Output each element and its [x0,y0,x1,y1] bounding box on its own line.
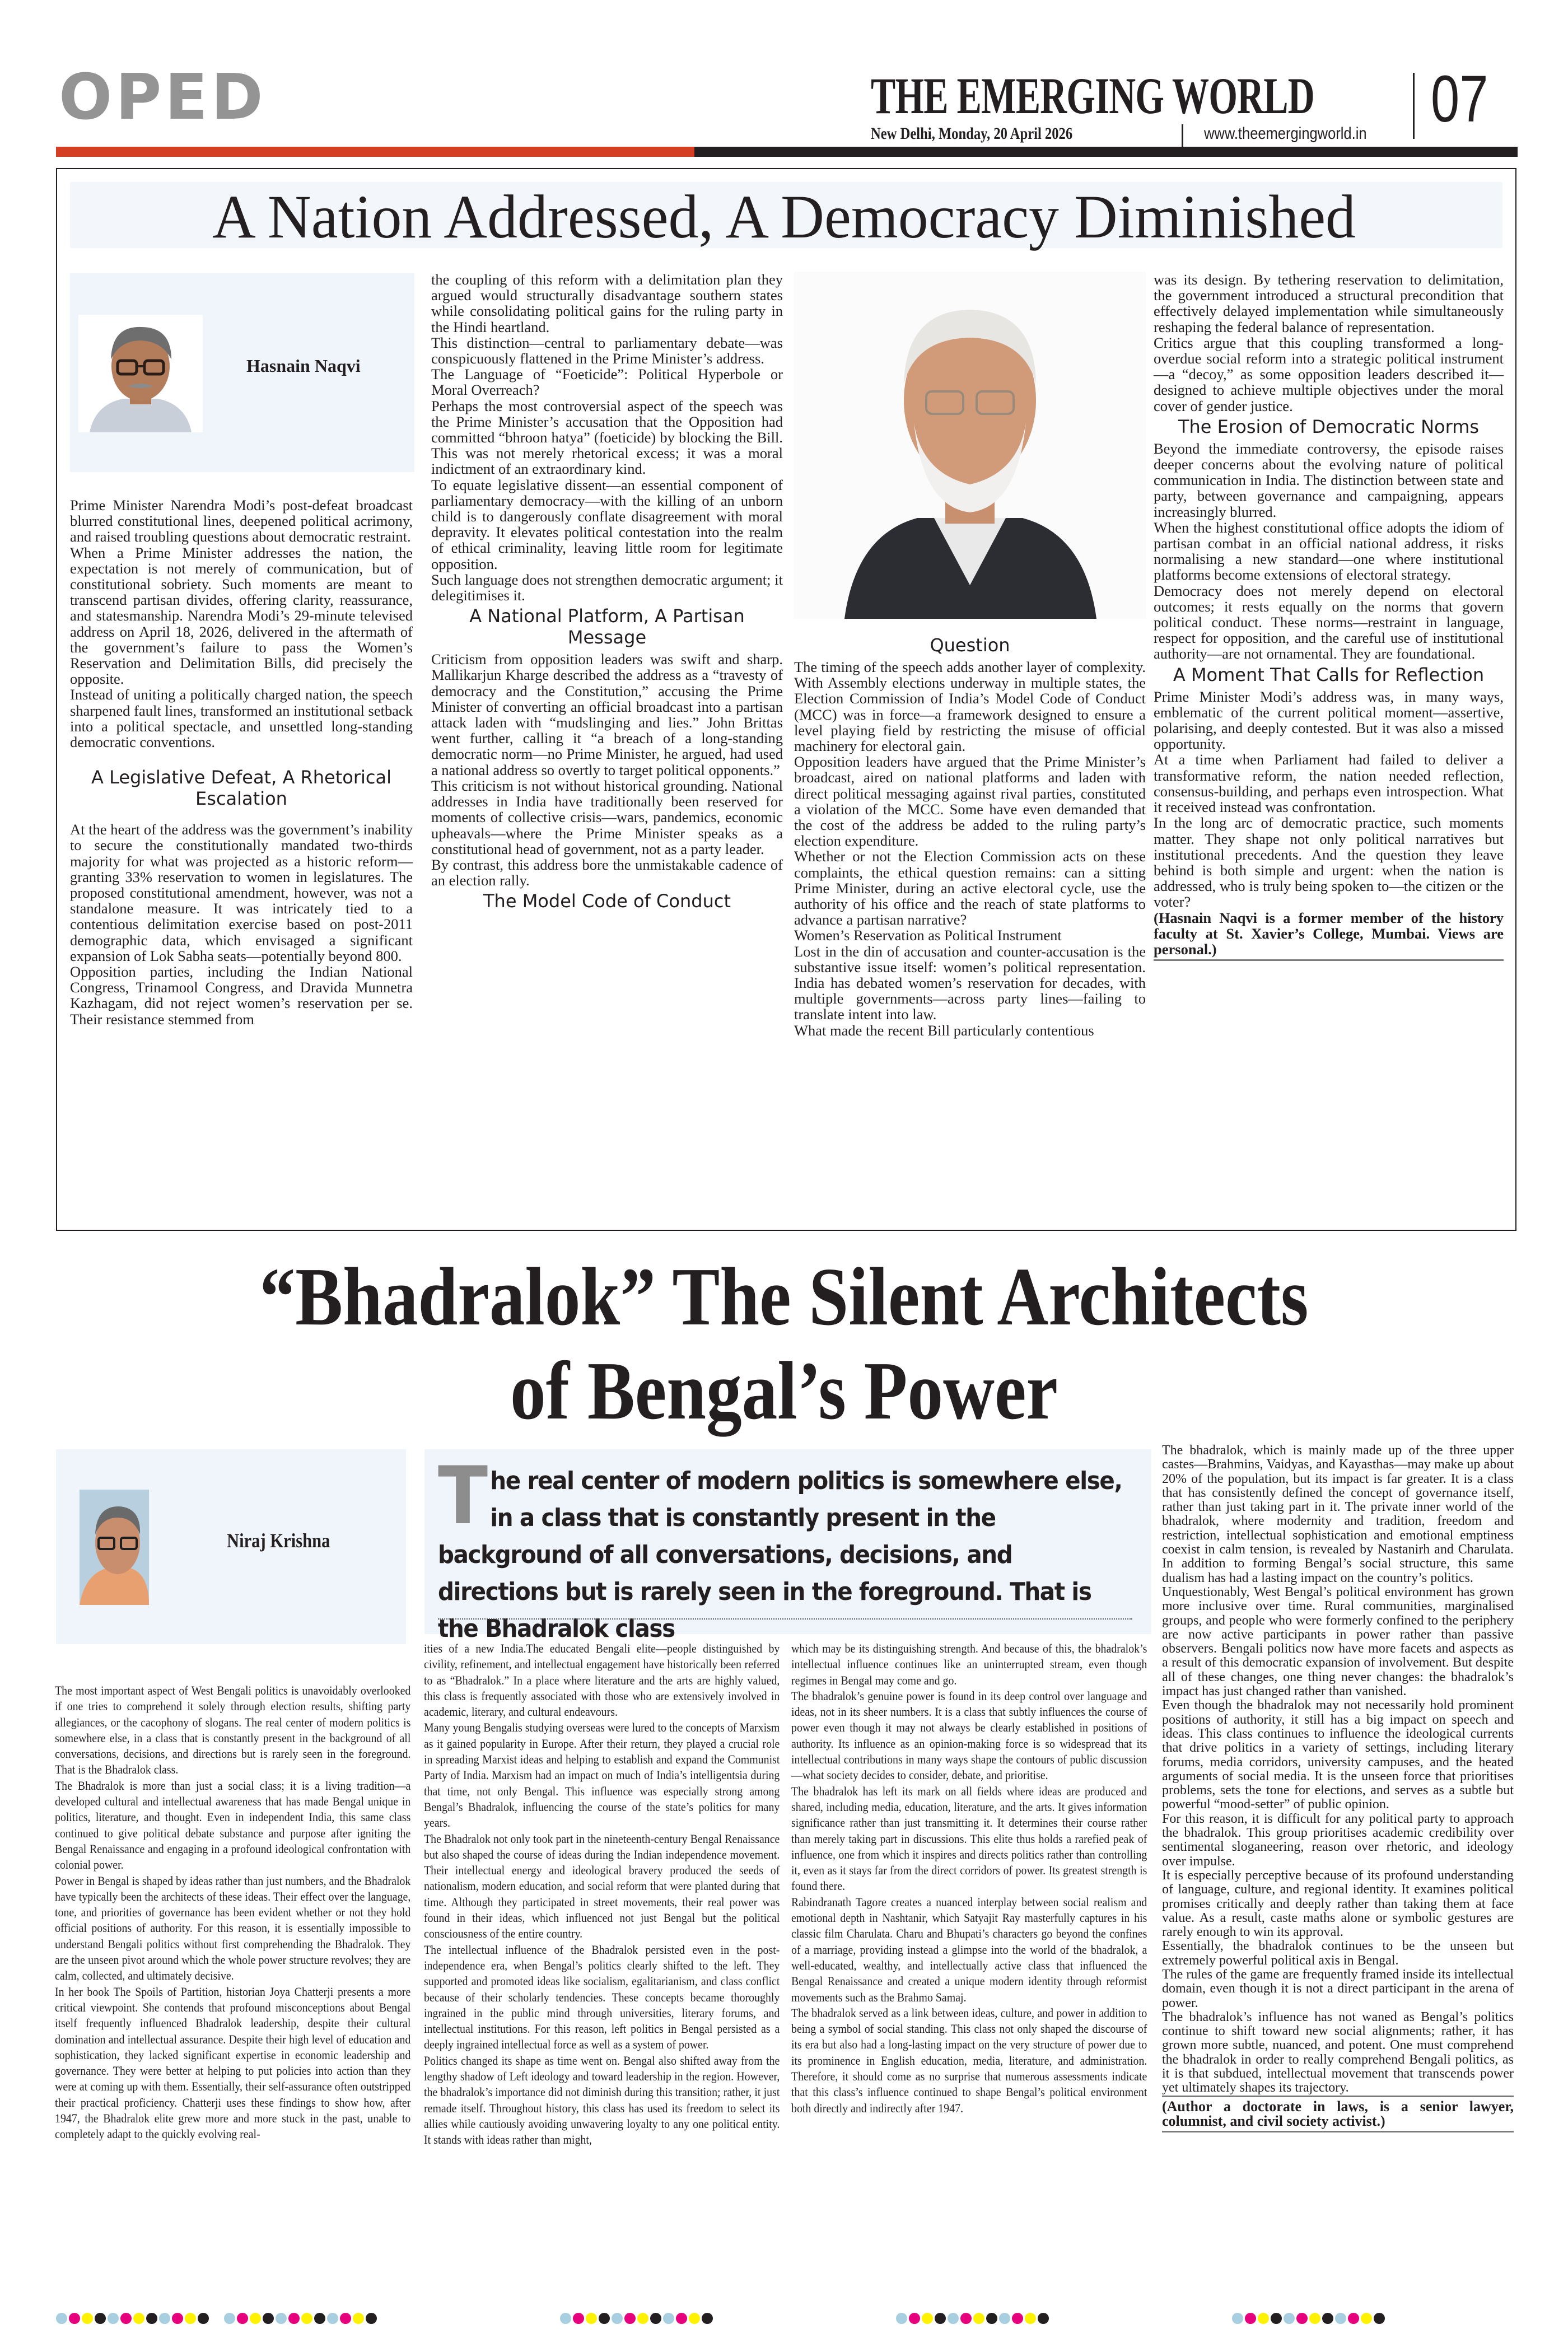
registration-dot [340,2313,351,2324]
article2-column-2 [424,1641,780,2148]
registration-marks [56,2313,209,2325]
paragraph: The bhadralok served as a link between ideas, culture, and power in addition to being a symbol of social standing. This class not only shaped the discourse of its era but also had a long-lasting impact on the very structure of power due to its prominence in English education, media, literature, and administration. Therefore, it should come as no surprise that numerous assessments indicate that this class’s influence continued to shape Bengal’s political environment both directly and indirectly after 1947. [791,2005,1147,2115]
registration-dot [56,2313,67,2324]
author-photo-niraj-krishna [80,1490,149,1605]
registration-dot [573,2313,584,2324]
registration-dot [909,2313,920,2324]
registration-dot [1012,2313,1023,2324]
paragraph: Opposition leaders have argued that the Prime Minister’s broadcast, aired on national platforms and laden with direct political messaging against rival parties, constituted a violation of the MCC. Some have even demanded that the cost of the address be added to the ruling party’s election expenditure. [794,753,1146,850]
article1-column-2 [431,272,783,915]
section-label: OPED [59,61,267,134]
paragraph: In the long arc of democratic practice, such moments matter. They shape not only political narratives but institutional precedents. And the question they leave behind is both simple and urgent: when the nation is addressed, who is truly being spoken to—the citizen or the voter? [1154,814,1504,911]
registration-dot [1245,2313,1256,2324]
registration-dot [198,2313,209,2324]
registration-dot [1271,2313,1282,2324]
registration-dot [986,2313,997,2324]
registration-dot [314,2313,325,2324]
article1-headline: A Nation Addressed, A Democracy Diminished [212,183,1356,251]
author-photo-hasnain-naqvi [78,315,203,432]
registration-dot [1322,2313,1333,2324]
article1-column-3 [794,634,1146,1038]
person-portrait-icon [794,272,1146,619]
paragraph: By contrast, this address bore the unmistakable cadence of an election rally. [431,856,783,889]
registration-dot [948,2313,959,2324]
registration-marks [224,2313,377,2325]
paragraph: In her book The Spoils of Partition, historian Joya Chatterji presents a more critical viewpoint. She contends that profound misconceptions about Bengal itself frequently influenced Bhadralok leadership, despite their cultural domination and intellectual assurance. Despite their high level of education and sophistication, they lacked significant expertise in economic leadership and governance. They were better at helping to put policies into action than they were at coming up with them. Essentially, their self-assurance often outstripped their practical proficiency. Chatterji uses these findings to show how, after 1947, the Bhadralok elite grew more and more stuck in the past, unable to completely adapt to the quickly evolving real- [55,1984,411,2141]
headline-line-1: “Bhadralok” The Silent Architects [259,1251,1309,1343]
registration-marks [896,2313,1049,2325]
registration-dot [237,2313,248,2324]
registration-dot [120,2313,132,2324]
paragraph: For this reason, it is difficult for any political party to approach the bhadralok. This group prioritises academic credibility over sentimental sloganeering, reason over rhetoric, and ideology over impulse. [1162,1811,1514,1869]
registration-dot [1374,2313,1385,2324]
paragraph: Whether or not the Election Commission acts on these complaints, the ethical question remains: can a sitting Prime Minister, during an active electoral cycle, use the authority of his office and the reach of state platforms to advance a partisan narrative? [794,848,1146,928]
registration-dot [185,2313,196,2324]
registration-marks [1232,2313,1385,2325]
paragraph: Lost in the din of accusation and counter-accusation is the substantive issue itself: women’s political representation. India has debated women’s reservation for decades, with multiple governments—across party lines—failing to translate intent into law. [794,942,1146,1023]
article2-column-3 [791,1641,1147,2116]
paragraph: Rabindranath Tagore creates a nuanced interplay between social realism and emotional depth in Nashtanir, which Satyajit Ray masterfully captures in his classic film Charulata. Charu and Bhupati’s characters go beyond the confines of a marriage, providing instead a glimpse into the world of the bhadralok, a well-educated, wealthy, and intellectually active class that influenced the Bengal Renaissance and created a unique modern identity through reformist movements such as the Brahmo Samaj. [791,1894,1147,2004]
paragraph: This criticism is not without historical grounding. National addresses in India have traditionally been reserved for moments of collective crisis—wars, pandemics, economic upheavals—where the Prime Minister speaks as a constitutional head of government, not as a party leader. [431,777,783,857]
registration-dot [69,2313,80,2324]
registration-dot [327,2313,338,2324]
registration-dot [1348,2313,1359,2324]
subheading: A National Platform, A Partisan Message [469,605,745,648]
registration-dot [935,2313,946,2324]
paragraph: The bhadralok, which is mainly made up of the three upper castes—Brahmins, Vaidyas, and Kayasthas—may make up about 20% of the population, but its impact is far greater. It is a class that has consistently defined the concept of governance itself, rather than just taking part in it. The private inner world of the bhadralok, where modernity and tradition, freedom and restriction, intellectual sophistication and emotional emptiness coexist in calm tension, is revealed by Nastanirh and Charulata. In addition to forming Bengal’s social structure, this same dualism has had a lasting impact on the country’s politics. [1162,1443,1514,1585]
paragraph: Unquestionably, West Bengal’s political environment has grown more inclusive over time. Rural communities, marginalised groups, and people who were formerly confined to the periphery are now active participants in power rather than passive observers. Bengali politics now have more facets and aspects as a result of this democratic expansion of involvement. But despite all of these changes, one thing never changes: the bhadralok’s impact has just changed rather than vanished. [1162,1584,1514,1699]
paragraph: Opposition parties, including the Indian National Congress, Trinamool Congress, and Dravida Munnetra Kazhagam, did not reject women’s reservation per se. Their resistance stemmed from [70,963,413,1028]
page-number: 07 [1431,62,1488,136]
paragraph: When a Prime Minister addresses the nation, the expectation is not merely of communication, but of constitutional sobriety. Such moments are meant to transcend partisan divides, offering clarity, reassurance, and statesmanship. Narendra Modi’s 29-minute televised address on April 18, 2026, delivered in the aftermath of the government’s failure to pass the Women’s Reservation and Delimitation Bills, did precisely the opposite. [70,544,413,688]
paragraph: was its design. By tethering reservation to delimitation, the government introduced a structural precondition that effectively delayed implementation while simultaneously reshaping the federal balance of representation. [1154,271,1504,335]
paragraph: The most important aspect of West Bengali politics is unavoidably overlooked if one tries to comprehend it solely through election results, shifting party allegiances, or the cacophony of slogans. The real center of modern politics is somewhere else, in a class that is constantly present in the background of all conversations, decisions, and directions but is rarely seen in the foreground. That is the Bhadralok class. [55,1683,411,1777]
registration-dot [896,2313,907,2324]
paragraph: Essentially, the bhadralok continues to be the unseen but extremely powerful political axis in Bengal. [1162,1939,1514,1968]
article2-column-1 [55,1683,410,2143]
paragraph: The Bhadralok is more than just a social class; it is a living tradition—a developed cultural and intellectual awareness that has made Bengal unique in politics, literature, and thought. Even in independent India, this same class continued to give political debate substance and purpose after igniting the Bengal Renaissance and engaging in a profound ideological confrontation with colonial power. [55,1778,411,1872]
newspaper-name: THE EMERGING WORLD [871,67,1314,124]
author-credit: (Hasnain Naqvi is a former member of the history faculty at St. Xavier’s College, Mumbai. Views are personal.) [1154,910,1504,962]
paragraph: The timing of the speech adds another layer of complexity. With Assembly elections underway in multiple states, the Election Commission of India’s Model Code of Conduct (MCC) was in force—a framework designed to ensure a level playing field by restricting the misuse of official machinery for electoral gain. [794,659,1146,755]
person-portrait-icon [78,315,203,432]
registration-dot [1232,2313,1243,2324]
paragraph: The bhadralok’s influence has not waned as Bengal’s politics continue to shift toward new social alignments; rather, it has grown more subtle, nuanced, and potent. One must comprehend the bhadralok in order to really comprehend Bengali politics, as it is that subdued, intellectual movement that transcends power yet ultimately shapes its trajectory. [1162,2009,1514,2096]
masthead-divider [1413,73,1415,139]
paragraph: the coupling of this reform with a delimitation plan they argued would structurally disadvantage southern states while consolidating political gains for the ruling party in the Hindi heartland. [431,271,783,335]
article1-author: Hasnain Naqvi [246,356,361,376]
subheading: A Moment That Calls for Reflection [1173,664,1485,685]
registration-dot [560,2313,571,2324]
registration-dot [172,2313,183,2324]
registration-dot [250,2313,261,2324]
registration-dot [224,2313,235,2324]
dateline: New Delhi, Monday, 20 April 2026 [871,124,1073,143]
inline-subheading: Women’s Reservation as Political Instrument [794,927,1062,944]
paragraph: Even though the bhadralok may not necessarily hold prominent positions of authority, it still has a big impact on speech and ideas. This class continues to influence the ideological currents that drive politics in a variety of settings, including literary forums, media corridors, university campuses, and the heated arguments of social media. It is the unseen force that prioritises problems, sets the tone for elections, and serves as a subtle but powerful “mood-setter” of public opinion. [1162,1698,1514,1812]
registration-dot [702,2313,713,2324]
website-link[interactable]: www.theemergingworld.in [1204,124,1367,143]
registration-dot [1025,2313,1036,2324]
subheading: The Erosion of Democratic Norms [1178,416,1480,437]
registration-dot [637,2313,648,2324]
registration-dot [599,2313,610,2324]
registration-dot [612,2313,623,2324]
pull-quote-rule [438,1618,1132,1620]
paragraph: What made the recent Bill particularly contentious [794,1021,1094,1039]
registration-dot [82,2313,93,2324]
paragraph: It is especially perceptive because of its profound understanding of language, culture, and regional identity. It examines political promises critically and deeply rather than taking them at face value. As a result, caste maths alone or symbolic gestures are rarely enough to win its approval. [1162,1868,1514,1940]
author-credit: (Author a doctorate in laws, is a senior lawyer, columnist, and civil society activist.) [1162,2096,1514,2132]
registration-dot [1335,2313,1346,2324]
paragraph: Criticism from opposition leaders was swift and sharp. Mallikarjun Kharge described the address as a “travesty of democracy and the Constitution,” accusing the Prime Minister of converting an official broadcast into a partisan attack laden with “mudslinging and lies.” John Brittas went further, calling it “a breach of a long-standing democratic norm—no Prime Minister, he argued, had used a national address so overtly to target political opponents.” [431,651,783,778]
paragraph: Power in Bengal is shaped by ideas rather than just numbers, and the Bhadralok have typically been the architects of these ideas. Their effect over the language, tone, and priorities of governance has been evident whether or not they hold official positions of authority. For this reason, it is essentially impossible to understand Bengali politics without first comprehending the Bhadralok. They are the unseen pivot around which the whole power structure revolves; they are calm, collected, and ultimately decisive. [55,1873,411,1983]
pull-quote [438,1450,1136,1648]
registration-dot [1296,2313,1308,2324]
registration-dot [288,2313,300,2324]
paragraph: To equate legislative dissent—an essential component of parliamentary democracy—with the killing of an unborn child is to dangerously conflate disagreement with moral depravity. It elevates political contestation into the realm of ethical criminality, leaving little room for legitimate opposition. [431,476,783,572]
inline-subheading: The Language of “Foeticide”: Political Hyperbole or Moral Overreach? [431,366,783,399]
paragraph: The Bhadralok not only took part in the nineteenth-century Bengal Renaissance but also shaped the course of ideas during the Indian independence movement. Their intellectual energy and ideological bravery produced the seeds of nationalism, modern education, and social reform that were planted during that time. Although they participated in street movements, their real power was found in their ideas, which influenced not just Bengal but the political consciousness of the entire country. [424,1831,780,1941]
registration-dot [1309,2313,1320,2324]
subheading: A Legislative Defeat, A Rhetorical Escalation [91,767,391,810]
article1-column-4 [1154,272,1504,961]
paragraph: At a time when Parliament had failed to deliver a transformative reform, the nation needed reflection, consensus-building, and perhaps even introspection. What it received instead was confrontation. [1154,751,1504,816]
registration-marks [560,2313,713,2325]
paragraph: ities of a new India.The educated Bengali elite—people distinguished by civility, refinement, and intellectual engagement have historically been referred to as “Bhadralok.” In a place where literature and the arts are highly valued, this class is frequently associated with those who are extensively involved in academic, literary, and cultural endeavours. [424,1641,780,1719]
registration-dot [922,2313,933,2324]
article2-author: Niraj Krishna [227,1529,330,1552]
headline-line-2: of Bengal’s Power [510,1345,1058,1437]
registration-dot [689,2313,700,2324]
paragraph: Perhaps the most controversial aspect of the speech was the Prime Minister’s accusation that the Opposition had committed “bhroon hatya” (foeticide) by blocking the Bill. This was not merely rhetorical excess; it was a moral indictment of an extraordinary kind. [431,397,783,478]
paragraph: This distinction—central to parliamentary debate—was conspicuously flattened in the Prime Minister’s address. [431,334,783,367]
registration-dot [676,2313,687,2324]
paragraph: Many young Bengalis studying overseas were lured to the concepts of Marxism as it gained popularity in Europe. After their return, they played a crucial role in spreading Marxist ideas and helping to establish and expand the Communist Party of India. Marxism had an impact on much of India’s intelligentsia during that time, not only Bengal. This influence was especially strong among Bengal’s Bhadralok, influencing the course of the state’s politics for many years. [424,1720,780,1830]
masthead-divider [1182,124,1183,147]
registration-dot [133,2313,144,2324]
registration-dot [263,2313,274,2324]
registration-dot [146,2313,157,2324]
paragraph: At the heart of the address was the government’s inability to secure the constitutionally mandated two-thirds majority for what was projected as a historic reform—granting 33% reservation to women in legislatures. The proposed constitutional amendment, however, was not a standalone measure. It was intricately tied to a contentious delimitation exercise based on post-2011 demographic data, which envisaged a significant expansion of Lok Sabha seats—potentially beyond 800. [70,821,413,964]
registration-dot [108,2313,119,2324]
registration-dot [663,2313,674,2324]
paragraph: The intellectual influence of the Bhadralok persisted even in the post-independence era, when Bengal’s politics clearly shifted to the left. They supported and promoted ideas like socialism, egalitarianism, and class conflict because of their scholarly tendencies. These concepts became thoroughly ingrained in the public mind through universities, literary forums, and intellectual institutions. For this reason, left politics in Bengal persisted as a deeply ingrained intellectual force as well as a system of power. [424,1942,780,2052]
registration-dot [973,2313,984,2324]
paragraph: Critics argue that this coupling transformed a long-overdue social reform into a strategic political instrument—a “decoy,” as some opposition leaders described it—designed to achieve multiple objectives under the moral cover of gender justice. [1154,334,1504,414]
paragraph: Prime Minister Narendra Modi’s post-defeat broadcast blurred constitutional lines, deepened political acrimony, and raised troubling questions about democratic restraint. [70,497,413,545]
registration-dot [586,2313,597,2324]
article2-column-4 [1162,1444,1514,2132]
registration-dot [301,2313,312,2324]
pull-quote-text: he real center of modern politics is somewhere else, in a class that is constantly present in the background of all conversations, decisions, and directions but is rarely seen in the foreground. That is the Bhadralok class [438,1467,1122,1643]
paragraph: Such language does not strengthen democratic argument; it delegitimises it. [431,571,783,604]
registration-dot [159,2313,170,2324]
subheading: Question [930,634,1010,656]
registration-dot [353,2313,364,2324]
subheading: The Model Code of Conduct [483,890,731,912]
paragraph: Instead of uniting a politically charged nation, the speech sharpened fault lines, transformed an institutional setback into a political spectacle, and unsettled long-standing democratic conventions. [70,686,413,751]
paragraph: Democracy does not merely depend on electoral outcomes; it rests equally on the norms that govern political conduct. These norms—restraint in language, respect for opposition, and the careful use of institutional authority—are not ornamental. They are foundational. [1154,582,1504,662]
registration-dot [1258,2313,1269,2324]
paragraph: The bhadralok’s genuine power is found in its deep control over language and ideas, not in its sheer numbers. It is a class that subtly influences the course of power even though it may not always be clearly established in positions of authority. Its influence as an opinion-making force is so widespread that its intellectual contributions in many ways shape the contours of public discussion—what society decides to consider, debate, and prioritise. [791,1688,1147,1782]
registration-dot [1284,2313,1295,2324]
paragraph: which may be its distinguishing strength. And because of this, the bhadralok’s intellectual influence continues like an uninterrupted stream, even though regimes in Bengal may come and go. [791,1641,1147,1687]
lead-photo-narendra-modi [794,272,1146,619]
registration-dot [1361,2313,1372,2324]
registration-dot [95,2313,106,2324]
masthead-rule-red [56,147,694,157]
masthead-rule-black [694,147,1518,157]
paragraph: The rules of the game are frequently framed inside its intellectual domain, even though it is not a direct participant in the arena of power. [1162,1967,1514,2010]
registration-dot [1038,2313,1049,2324]
article2-headline [110,1250,1458,1438]
paragraph: Prime Minister Modi’s address was, in many ways, emblematic of the current political moment—assertive, polarising, and deeply contested. But it was also a missed opportunity. [1154,688,1504,753]
paragraph: Politics changed its shape as time went on. Bengal also shifted away from the lengthy shadow of Left ideology and toward leadership in the region. However, the bhadralok’s importance did not diminish during this transition; rather, it just remade itself. Throughout history, this class has used its freedom to select its allies while cautiously avoiding unwavering loyalty to any one political entity. It stands with ideas rather than might, [424,2053,780,2147]
registration-dot [650,2313,661,2324]
registration-dot [960,2313,972,2324]
registration-dot [999,2313,1010,2324]
registration-dot [624,2313,636,2324]
person-portrait-icon [80,1490,149,1605]
registration-dot [276,2313,287,2324]
article1-column-1 [70,497,413,1027]
registration-dot [366,2313,377,2324]
drop-cap: T [438,1450,487,1542]
paragraph: The bhadralok has left its mark on all fields where ideas are produced and shared, including media, education, literature, and the arts. It gives information significance rather than just transmitting it. It determines their course rather than merely taking part in discussions. This elite thus holds a rarefied peak of influence, one from which it inspires and directs politics rather than controlling it, even as it stays far from the direct corridors of power. Its greatest strength is found there. [791,1784,1147,1893]
paragraph: Beyond the immediate controversy, the episode raises deeper concerns about the evolving nature of political communication in India. The distinction between state and party, between governance and campaigning, appears increasingly blurred. [1154,440,1504,520]
paragraph: When the highest constitutional office adopts the idiom of partisan combat in an official national address, it risks normalising a new standard—one where institutional platforms become extensions of electoral strategy. [1154,519,1504,584]
